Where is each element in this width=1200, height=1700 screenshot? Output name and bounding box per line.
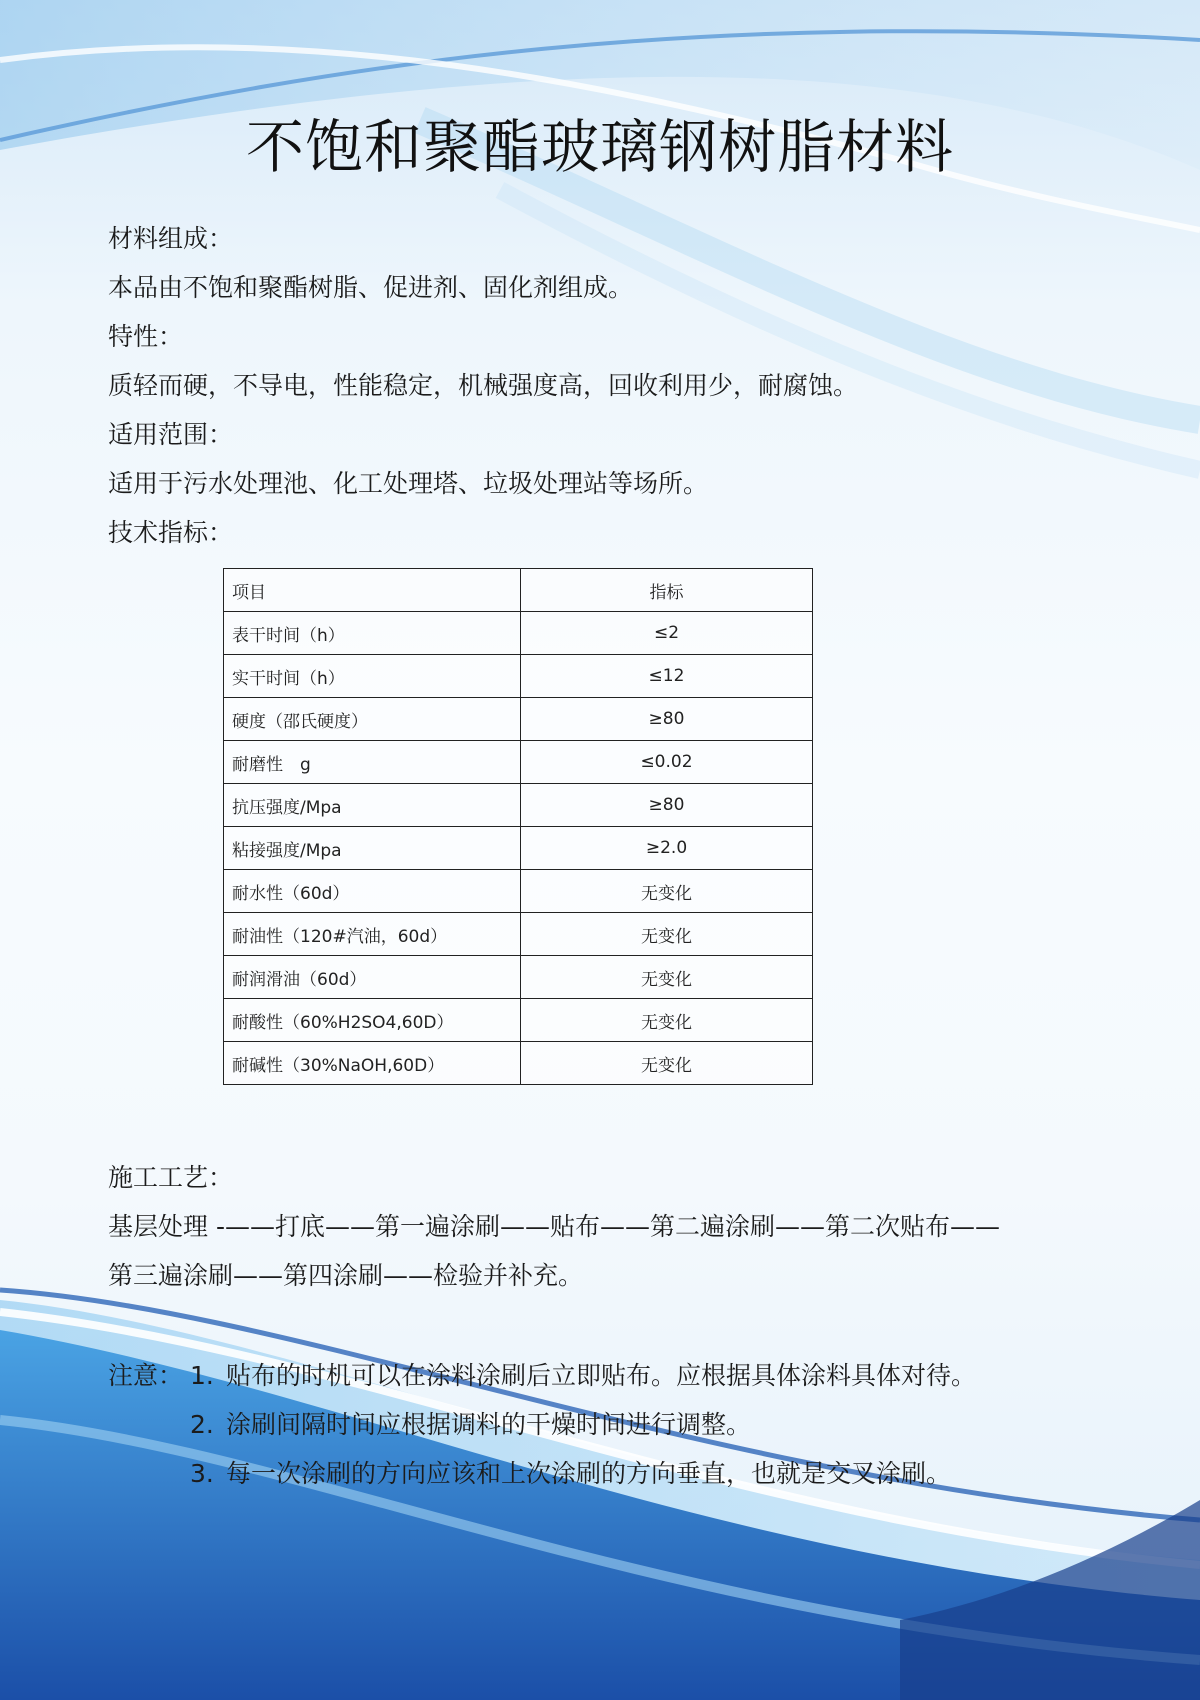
- table-cell-item: 耐磨性 g: [224, 741, 521, 784]
- table-cell-value: ≤0.02: [521, 741, 813, 784]
- table-row: [224, 1042, 813, 1085]
- notes-prefix: 注意：: [108, 1361, 184, 1390]
- table-cell-value: 无变化: [521, 1042, 813, 1085]
- table-header-value: 指标: [521, 569, 813, 612]
- table-cell-item: 耐酸性（60%H2SO4,60D）: [224, 999, 521, 1042]
- note-indent: [108, 1400, 190, 1449]
- table-header-row: [224, 569, 813, 612]
- table-row: [224, 913, 813, 956]
- table-row: [224, 870, 813, 913]
- table-header-item: 项目: [224, 569, 521, 612]
- table-row: [224, 612, 813, 655]
- notes-section: [108, 1351, 1188, 1498]
- table-row: [224, 956, 813, 999]
- table-cell-value: 无变化: [521, 870, 813, 913]
- table-cell-item: 硬度（邵氏硬度）: [224, 698, 521, 741]
- table-cell-value: 无变化: [521, 956, 813, 999]
- properties-heading: 特性：: [108, 322, 184, 351]
- properties-text: 质轻而硬，不导电，性能稳定，机械强度高，回收利用少，耐腐蚀。: [108, 371, 859, 400]
- table-cell-value: ≥2.0: [521, 827, 813, 870]
- note-text: 贴布的时机可以在涂料涂刷后立即贴布。应根据具体涂料具体对待。: [226, 1361, 977, 1390]
- note-text: 每一次涂刷的方向应该和上次涂刷的方向垂直，也就是交叉涂刷。: [226, 1459, 952, 1488]
- process-line-1: 基层处理 -——打底——第一遍涂刷——贴布——第二遍涂刷——第二次贴布——: [108, 1212, 1000, 1241]
- table-cell-item: 耐碱性（30%NaOH,60D）: [224, 1042, 521, 1085]
- note-number: 2.: [190, 1410, 214, 1439]
- table-cell-item: 耐润滑油（60d）: [224, 956, 521, 999]
- table-cell-item: 实干时间（h）: [224, 655, 521, 698]
- process-section: [108, 1153, 1168, 1300]
- process-line-2: 第三遍涂刷——第四涂刷——检验并补充。: [108, 1261, 584, 1290]
- scope-heading: 适用范围：: [108, 420, 234, 449]
- table-cell-value: 无变化: [521, 999, 813, 1042]
- table-row: [224, 999, 813, 1042]
- table-row: [224, 741, 813, 784]
- table-row: [224, 655, 813, 698]
- table-cell-item: 耐水性（60d）: [224, 870, 521, 913]
- process-heading: 施工工艺：: [108, 1163, 234, 1192]
- table-row: [224, 698, 813, 741]
- table-cell-item: 表干时间（h）: [224, 612, 521, 655]
- table-row: [224, 827, 813, 870]
- note-number: 1.: [190, 1361, 214, 1390]
- note-item: [108, 1351, 1188, 1400]
- composition-text: 本品由不饱和聚酯树脂、促进剂、固化剂组成。: [108, 273, 634, 302]
- note-item: [108, 1400, 1188, 1449]
- table-cell-value: 无变化: [521, 913, 813, 956]
- note-text: 涂刷间隔时间应根据调料的干燥时间进行调整。: [226, 1410, 752, 1439]
- table-cell-value: ≥80: [521, 698, 813, 741]
- table-cell-item: 抗压强度/Mpa: [224, 784, 521, 827]
- table-row: [224, 784, 813, 827]
- specs-heading: 技术指标：: [108, 518, 234, 547]
- table-cell-item: 粘接强度/Mpa: [224, 827, 521, 870]
- composition-heading: 材料组成：: [108, 224, 234, 253]
- table-cell-value: ≤12: [521, 655, 813, 698]
- table-cell-value: ≤2: [521, 612, 813, 655]
- table-cell-value: ≥80: [521, 784, 813, 827]
- note-indent: [108, 1449, 190, 1498]
- intro-sections: [108, 214, 1168, 557]
- document-title: 不饱和聚酯玻璃钢树脂材料: [245, 113, 954, 181]
- table-cell-item: 耐油性（120#汽油，60d）: [224, 913, 521, 956]
- scope-text: 适用于污水处理池、化工处理塔、垃圾处理站等场所。: [108, 469, 709, 498]
- spec-table: [223, 568, 813, 1085]
- note-number: 3.: [190, 1459, 214, 1488]
- note-item: [108, 1449, 1188, 1498]
